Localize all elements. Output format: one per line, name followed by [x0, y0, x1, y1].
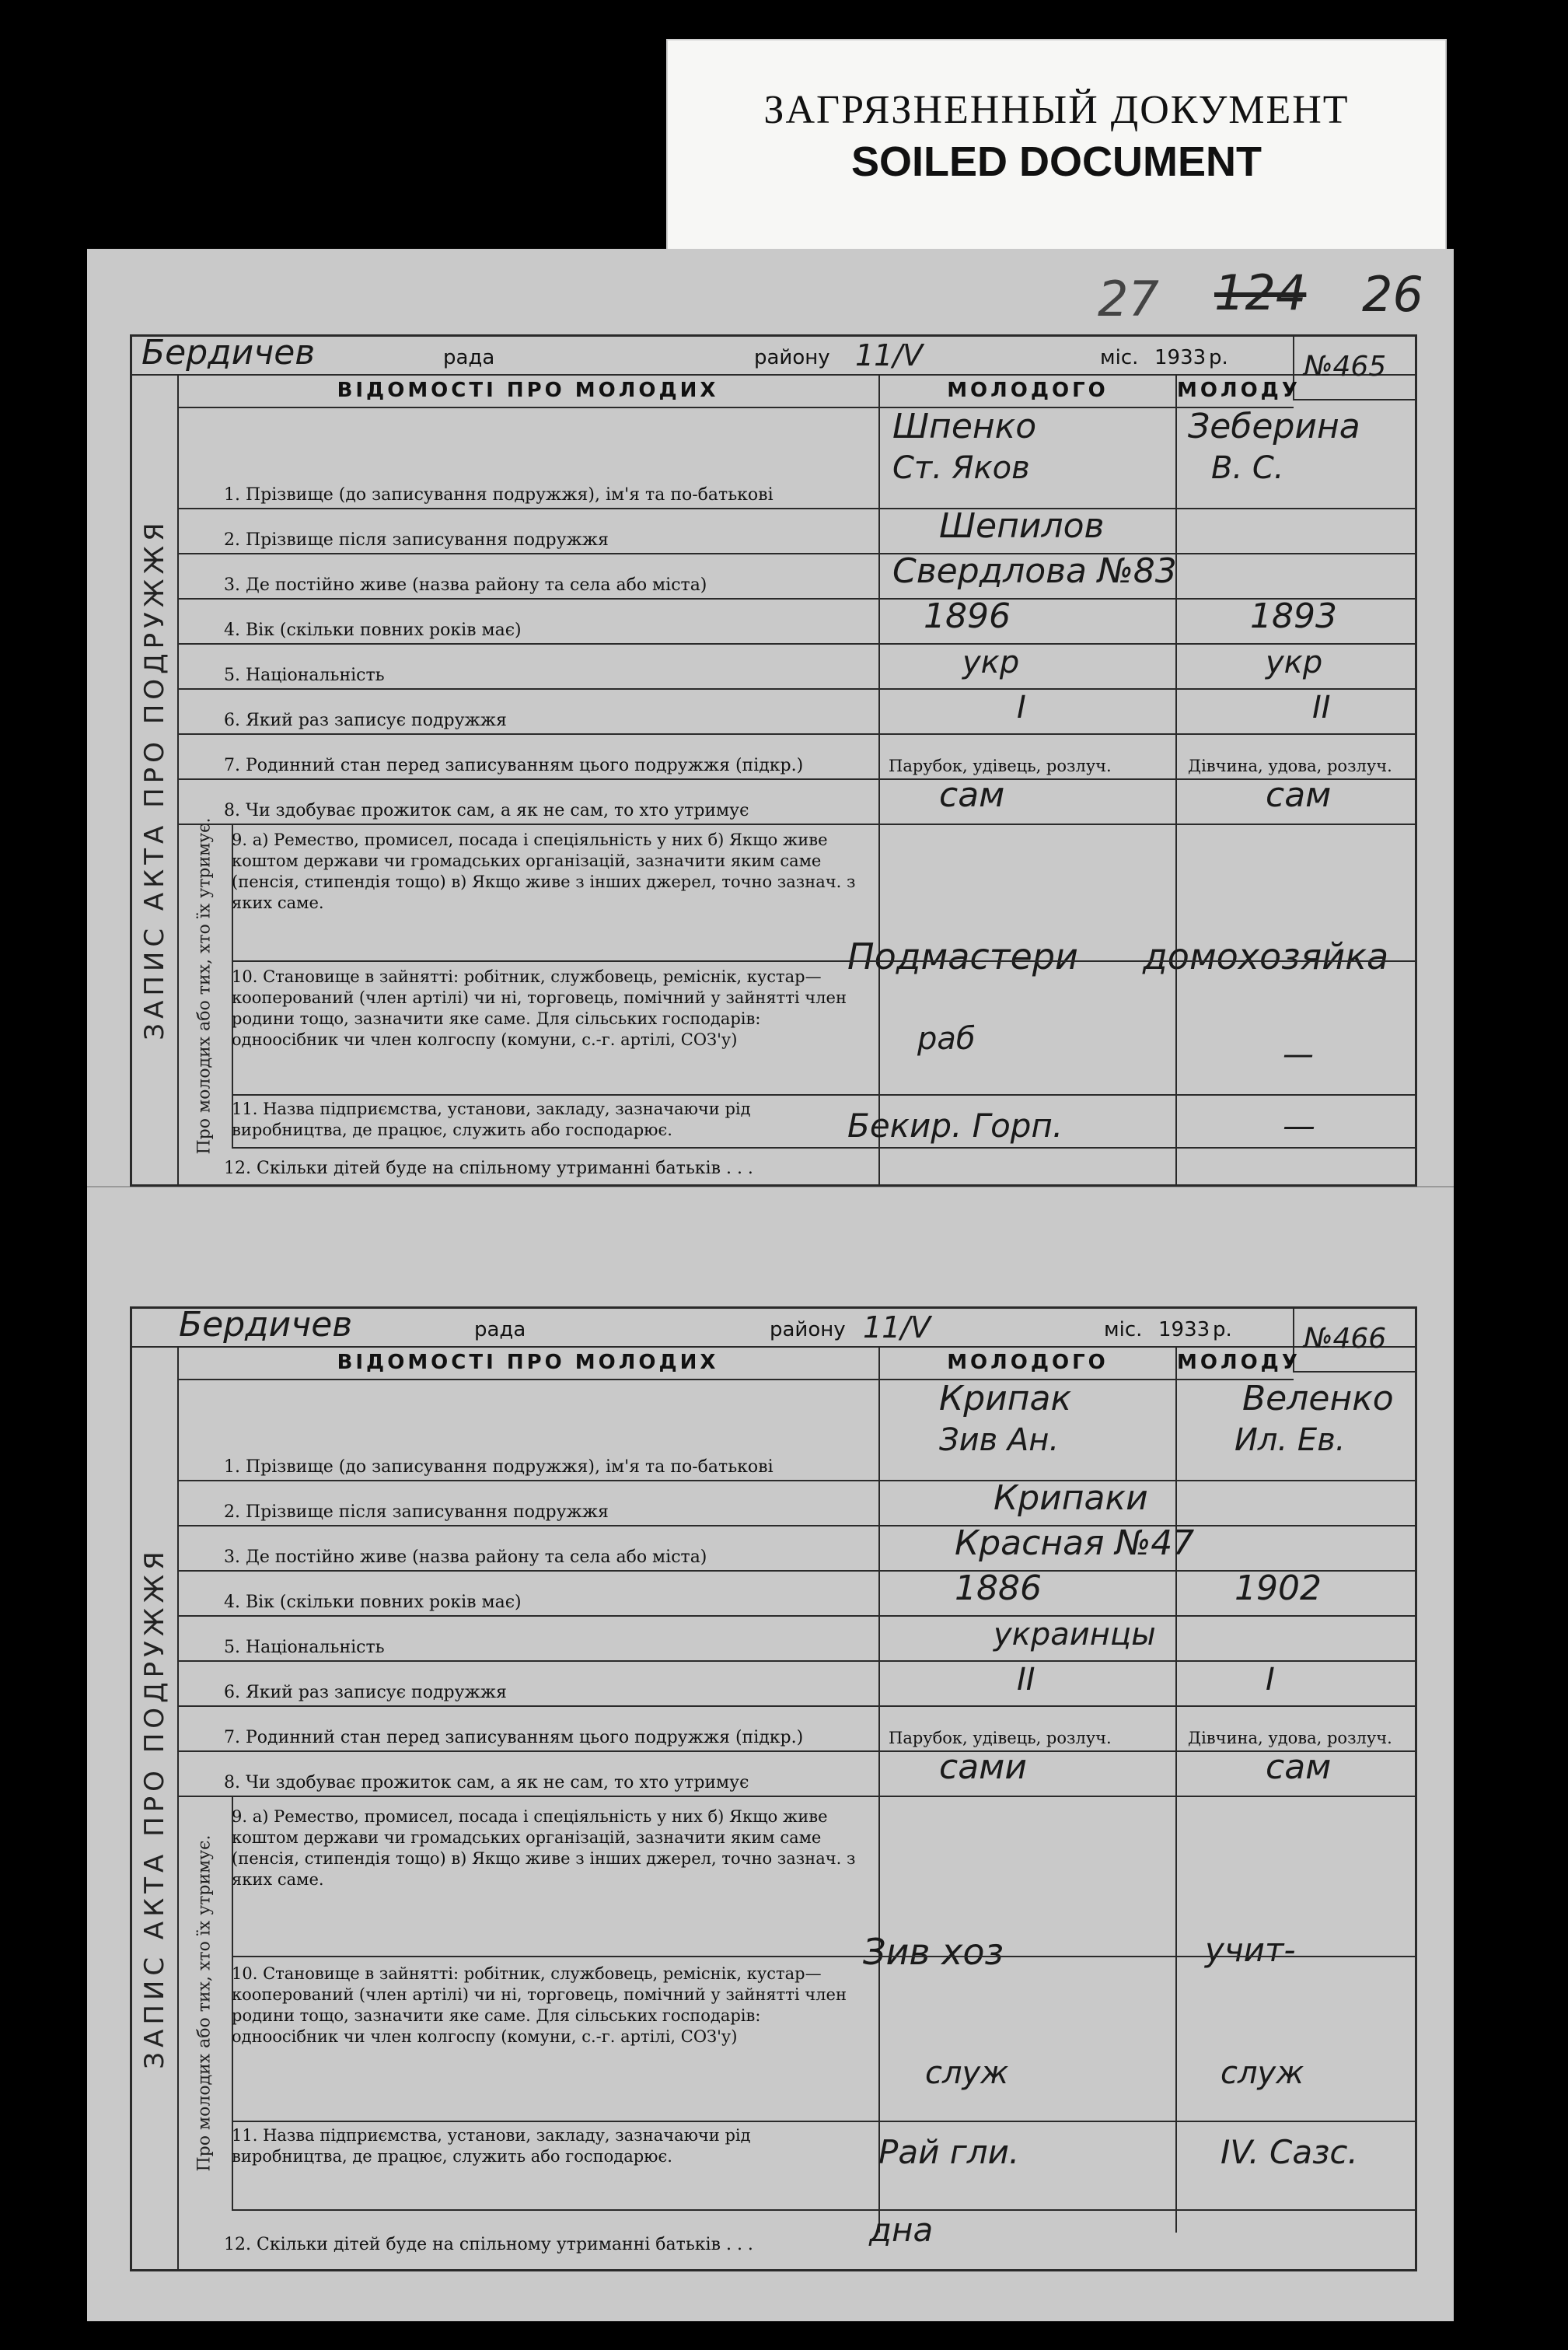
groom-workplace-bottom: Рай гли.	[878, 2133, 1020, 2171]
groom-marriage-count: I	[1017, 690, 1026, 726]
record-form-bottom	[130, 1306, 1417, 2271]
record-form-top	[130, 334, 1417, 1187]
row-4-label: 4. Вік (скільки повних років має)	[224, 621, 522, 640]
bride-marriage-count: II	[1312, 690, 1331, 726]
row-4-label-bottom: 4. Вік (скільки повних років має)	[224, 1593, 522, 1612]
bride-surname-bottom: Веленко	[1242, 1379, 1394, 1418]
month-label-bottom: міс.	[1104, 1318, 1143, 1341]
year-value: 1933	[1154, 346, 1207, 369]
bride-surname: Зеберина	[1188, 407, 1360, 446]
row-12-label-bottom: 12. Скільки дітей буде на спільному утриманні батьків . . .	[224, 2235, 753, 2254]
row-1-bottom	[177, 1379, 1415, 1481]
sidebar-text: ЗАПИС АКТА ПРО ПОДРУЖЖЯ	[139, 518, 170, 1040]
year-suffix: р.	[1209, 346, 1228, 369]
rayon-label-bottom: району	[770, 1318, 846, 1341]
row-10-label-bottom: 10. Становище в зайнятті: робітник, службовець, реміснік, кустар—кооперований (член артілі) чи ні, торговець, помічний у зайнятті член родини тощо, зазначити яке саме. Для сільських господарів: одноосібник чи член колгоспу (комуни, с.-г. артілі, СОЗ'у)	[232, 1964, 847, 2046]
bride-nationality: укр	[1266, 645, 1323, 680]
row-3-bottom	[177, 1523, 1415, 1572]
groom-marriage-count-bottom: II	[1017, 1662, 1035, 1698]
bride-support: сам	[1266, 775, 1332, 815]
record-number-box	[1293, 337, 1415, 400]
archive-number-2: 124	[1214, 264, 1307, 321]
row-8-label: 8. Чи здобуває прожиток сам, а як не сам, то хто утримує	[224, 801, 749, 820]
groom-column-heading-bottom: МОЛОДОГО	[880, 1346, 1175, 1380]
year-value-bottom: 1933	[1158, 1318, 1210, 1341]
groom-age-bottom: 1886	[955, 1568, 1042, 1608]
row-6	[177, 690, 1415, 735]
row-12-bottom	[177, 2211, 1415, 2257]
row-5-label: 5. Національність	[224, 666, 385, 685]
groom-employment-bottom: служ	[925, 2055, 1009, 2091]
groom-status-options: Парубок, удівець, розлуч.	[889, 757, 1112, 775]
row-12-label: 12. Скільки дітей буде на спільному утриманні батьків . . .	[224, 1159, 753, 1178]
row-11-label-bottom: 11. Назва підприємства, установи, закладу, зазначаючи рід виробництва, де працює, служить або господарює.	[232, 2126, 751, 2166]
subside-label	[177, 817, 233, 1155]
row-10	[232, 962, 1415, 1096]
bride-employment: —	[1283, 1037, 1314, 1072]
row-7-label-bottom: 7. Родинний стан перед записуванням цього подружжя (підкр.)	[224, 1728, 804, 1747]
bride-column-heading-bottom: МОЛОДУ	[1177, 1346, 1294, 1380]
bride-marriage-count-bottom: I	[1266, 1662, 1275, 1698]
groom-support: сам	[939, 775, 1005, 815]
row-4-bottom	[177, 1568, 1415, 1617]
year-suffix-bottom: р.	[1213, 1318, 1232, 1341]
row-10-label: 10. Становище в зайнятті: робітник, службовець, реміснік, кустар—кооперований (член артілі) чи ні, торговець, помічний у зайнятті член родини тощо, зазначити яке саме. Для сільських господарів: одноосібник чи член колгоспу (комуни, с.-г. артілі, СОЗ'у)	[232, 967, 847, 1049]
subside-label-bottom	[177, 1797, 233, 2209]
bride-age-bottom: 1902	[1234, 1568, 1322, 1608]
month-label: міс.	[1100, 346, 1139, 369]
groom-address-bottom: Красная №47	[955, 1523, 1195, 1563]
row-1-label-bottom: 1. Прізвище (до записування подружжя), ім'я та по-батькові	[224, 1457, 774, 1477]
rayon-value-bottom: 11/V	[863, 1310, 931, 1345]
row-1-label: 1. Прізвище (до записування подружжя), ім'я та по-батькові	[224, 485, 774, 505]
rayon-value: 11/V	[855, 338, 924, 372]
sidebar-text-bottom: ЗАПИС АКТА ПРО ПОДРУЖЖЯ	[139, 1546, 170, 2069]
bride-workplace-bottom: IV. Сазс.	[1221, 2133, 1358, 2171]
groom-name: Ст. Яков	[892, 450, 1030, 486]
groom-nationality-bottom: украинцы	[994, 1617, 1156, 1652]
children-count-bottom: дна	[869, 2211, 934, 2249]
bride-name: В. С.	[1211, 450, 1284, 486]
bride-workplace: —	[1283, 1107, 1315, 1145]
row-2-label-bottom: 2. Прізвище після записування подружжя	[224, 1502, 609, 1522]
document-sheet	[87, 249, 1454, 2321]
groom-employment: раб	[917, 1021, 976, 1057]
row-9-label: 9. а) Ремество, промисел, посада і спеціяльність у них б) Якщо живе коштом держави чи громадських організацій, зазначити яким саме (пенсія, стипендія тощо) в) Якщо живе з інших джерел, точно зазнач. з яких саме.	[232, 831, 856, 912]
form-header-bottom	[132, 1305, 1415, 1348]
label-english: SOILED DOCUMENT	[850, 138, 1262, 185]
rada-name: Бердичев	[141, 333, 316, 372]
row-6-label: 6. Який раз записує подружжя	[224, 711, 507, 730]
row-6-label-bottom: 6. Який раз записує подружжя	[224, 1683, 507, 1702]
row-5-label-bottom: 5. Національність	[224, 1638, 385, 1657]
bride-occupation: домохозяйка	[1143, 935, 1389, 977]
record-number-box-bottom	[1293, 1309, 1415, 1373]
groom-occupation: Подмастери	[847, 935, 1078, 977]
row-11	[232, 1096, 1415, 1149]
row-4	[177, 596, 1415, 645]
row-8	[177, 775, 1415, 825]
sidebar-title-bottom	[132, 1346, 179, 2269]
groom-address: Свердлова №83	[892, 551, 1177, 591]
bride-column-heading: МОЛОДУ	[1177, 374, 1294, 408]
bride-occupation-bottom: учит-	[1205, 1931, 1296, 1969]
row-9	[232, 828, 1415, 962]
row-9-bottom	[232, 1800, 1415, 1957]
archive-number-1: 27	[1098, 271, 1159, 327]
bride-age: 1893	[1250, 596, 1337, 636]
subside-text: Про молодих або тих, хто їх утримує.	[194, 817, 215, 1155]
subside-text-bottom: Про молодих або тих, хто їх утримує.	[194, 1834, 215, 2172]
groom-new-surname-bottom: Крипаки	[994, 1478, 1148, 1518]
row-8-bottom	[177, 1747, 1415, 1797]
title-heading-bottom: ВІДОМОСТІ ПРО МОЛОДИХ	[177, 1346, 878, 1380]
row-7-bottom	[177, 1707, 1415, 1752]
row-9-label-bottom: 9. а) Ремество, промисел, посада і спеціяльність у них б) Якщо живе коштом держави чи громадських організацій, зазначити яким саме (пенсія, стипендія тощо) в) Якщо живе з інших джерел, точно зазнач. з яких саме.	[232, 1807, 856, 1889]
bride-employment-bottom: служ	[1221, 2055, 1304, 2091]
title-heading: ВІДОМОСТІ ПРО МОЛОДИХ	[177, 374, 878, 408]
label-russian: ЗАГРЯЗНЕННЫЙ ДОКУМЕНТ	[763, 88, 1350, 132]
row-5	[177, 645, 1415, 690]
sidebar-title	[132, 374, 179, 1184]
groom-workplace: Бекир. Горп.	[847, 1107, 1063, 1145]
bride-support-bottom: сам	[1266, 1747, 1332, 1787]
groom-occupation-bottom: Зив хоз	[863, 1931, 1004, 1973]
row-8-label-bottom: 8. Чи здобуває прожиток сам, а як не сам, то хто утримує	[224, 1773, 749, 1792]
rada-label-bottom: рада	[474, 1318, 526, 1341]
bride-status-options: Дівчина, удова, розлуч.	[1188, 757, 1392, 775]
groom-surname: Шпенко	[892, 407, 1037, 446]
row-12	[177, 1147, 1415, 1181]
rada-label: рада	[443, 346, 495, 369]
row-6-bottom	[177, 1662, 1415, 1707]
form-header	[132, 333, 1415, 376]
groom-new-surname: Шепилов	[939, 506, 1105, 546]
archive-label-card	[666, 39, 1447, 252]
groom-column-heading: МОЛОДОГО	[880, 374, 1175, 408]
bride-name-bottom: Ил. Ев.	[1234, 1422, 1346, 1458]
record-number-bottom: №466	[1304, 1323, 1387, 1355]
row-11-bottom	[232, 2122, 1415, 2211]
groom-support-bottom: сами	[939, 1747, 1027, 1787]
rada-name-bottom: Бердичев	[179, 1305, 353, 1345]
row-7-label: 7. Родинний стан перед записуванням цього подружжя (підкр.)	[224, 756, 804, 775]
row-3-label-bottom: 3. Де постійно живе (назва району та села або міста)	[224, 1547, 707, 1567]
row-11-label: 11. Назва підприємства, установи, закладу, зазначаючи рід виробництва, де працює, служить або господарює.	[232, 1100, 751, 1139]
groom-name-bottom: Зив Ан.	[939, 1422, 1060, 1458]
archive-number-3: 26	[1362, 266, 1423, 323]
groom-status-options-bottom: Парубок, удівець, розлуч.	[889, 1729, 1112, 1747]
row-5-bottom	[177, 1617, 1415, 1662]
groom-age: 1896	[924, 596, 1011, 636]
row-7	[177, 735, 1415, 780]
row-2-label: 2. Прізвище після записування подружжя	[224, 530, 609, 550]
record-number: №465	[1304, 351, 1387, 383]
row-10-bottom	[232, 1957, 1415, 2122]
bride-status-options-bottom: Дівчина, удова, розлуч.	[1188, 1729, 1392, 1747]
row-3	[177, 551, 1415, 600]
groom-surname-bottom: Крипак	[939, 1379, 1072, 1418]
rayon-label: району	[754, 346, 830, 369]
row-2	[177, 506, 1415, 554]
row-3-label: 3. Де постійно живе (назва району та села або міста)	[224, 575, 707, 595]
row-1	[177, 407, 1415, 509]
row-2-bottom	[177, 1478, 1415, 1526]
groom-nationality: укр	[962, 645, 1020, 680]
